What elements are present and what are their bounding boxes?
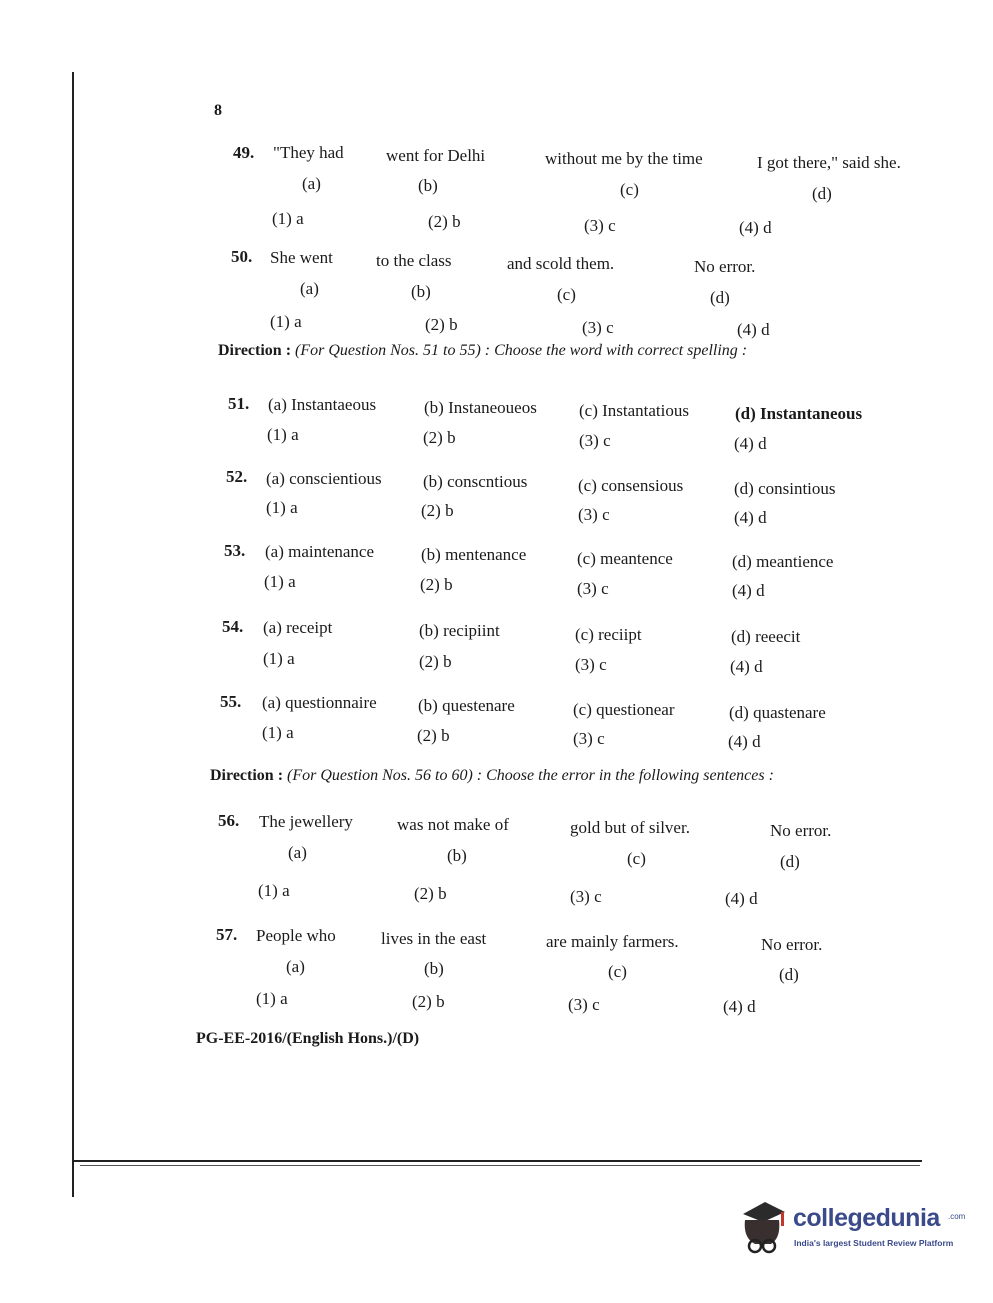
label-c: (c) (608, 962, 627, 981)
segment-a: She went (270, 248, 333, 267)
choice-d: (d) meantience (732, 552, 834, 571)
option-2: (2) b (420, 575, 453, 594)
option-2: (2) b (419, 652, 452, 671)
option-2: (2) b (412, 992, 445, 1011)
question-number: 56. (218, 811, 240, 830)
option-3: (3) c (582, 318, 614, 337)
option-2: (2) b (423, 428, 456, 447)
question-number: 54. (222, 617, 244, 636)
segment-a: "They had (273, 143, 344, 162)
direction-label: Direction : (210, 767, 284, 784)
segment-b: lives in the east (381, 929, 487, 948)
choice-b: (b) conscntious (423, 472, 528, 491)
logo-domain: .com (948, 1212, 966, 1221)
direction-label: Direction : (218, 342, 292, 359)
option-3: (3) c (575, 655, 607, 674)
segment-d: No error. (761, 935, 823, 954)
label-c: (c) (557, 285, 576, 304)
option-4: (4) d (734, 434, 767, 453)
option-2: (2) b (428, 212, 461, 231)
label-a: (a) (300, 279, 319, 298)
option-1: (1) a (266, 498, 298, 517)
segment-d: I got there," said she. (757, 153, 901, 172)
option-3: (3) c (570, 887, 602, 906)
segment-b: was not make of (397, 815, 509, 834)
option-3: (3) c (578, 505, 610, 524)
question-number: 57. (216, 925, 238, 944)
choice-d: (d) Instantaneous (735, 404, 863, 423)
option-1: (1) a (264, 572, 296, 591)
segment-a: The jewellery (259, 812, 353, 831)
choice-c: (c) reciipt (575, 625, 642, 644)
option-4: (4) d (728, 732, 761, 751)
option-1: (1) a (262, 723, 294, 742)
option-2: (2) b (425, 315, 458, 334)
segment-b: to the class (376, 251, 452, 270)
label-c: (c) (627, 849, 646, 868)
option-3: (3) c (573, 729, 605, 748)
question-number: 51. (228, 394, 250, 413)
label-d: (d) (779, 965, 799, 984)
direction-spelling (218, 342, 747, 360)
label-b: (b) (418, 176, 438, 195)
footer-exam-code: PG-EE-2016/(English Hons.)/(D) (196, 1030, 420, 1047)
direction-error (210, 767, 774, 785)
label-b: (b) (447, 846, 467, 865)
choice-c: (c) meantence (577, 549, 673, 568)
question-number: 53. (224, 541, 246, 560)
choice-b: (b) questenare (418, 696, 515, 715)
segment-c: gold but of silver. (570, 818, 690, 837)
question-number: 55. (220, 692, 242, 711)
label-d: (d) (812, 184, 832, 203)
option-1: (1) a (258, 881, 290, 900)
choice-b: (b) recipiint (419, 621, 500, 640)
option-4: (4) d (739, 218, 772, 237)
option-2: (2) b (414, 884, 447, 903)
label-b: (b) (424, 959, 444, 978)
logo-wordmark: collegedunia (793, 1204, 940, 1232)
option-3: (3) c (579, 431, 611, 450)
option-3: (3) c (584, 216, 616, 235)
choice-d: (d) consintious (734, 479, 836, 498)
option-1: (1) a (256, 989, 288, 1008)
option-1: (1) a (263, 649, 295, 668)
choice-c: (c) Instantatious (579, 401, 689, 420)
option-4: (4) d (737, 320, 770, 339)
choice-b: (b) mentenance (421, 545, 527, 564)
label-a: (a) (286, 957, 305, 976)
choice-a: (a) conscientious (266, 469, 382, 488)
option-2: (2) b (421, 501, 454, 520)
option-2: (2) b (417, 726, 450, 745)
segment-c: without me by the time (545, 149, 703, 168)
choice-c: (c) questionear (573, 700, 675, 719)
segment-a: People who (256, 926, 336, 945)
option-4: (4) d (725, 889, 758, 908)
label-a: (a) (302, 174, 321, 193)
label-d: (d) (780, 852, 800, 871)
choice-c: (c) consensious (578, 476, 684, 495)
segment-b: went for Delhi (386, 146, 486, 165)
option-1: (1) a (272, 209, 304, 228)
option-4: (4) d (732, 581, 765, 600)
option-4: (4) d (734, 508, 767, 527)
left-margin-line (72, 72, 74, 1197)
option-3: (3) c (568, 995, 600, 1014)
student-mascot-icon (735, 1198, 791, 1258)
question-number: 50. (231, 247, 253, 266)
segment-c: and scold them. (507, 254, 615, 273)
option-4: (4) d (723, 997, 756, 1016)
segment-d: No error. (694, 257, 756, 276)
logo-tagline: India's largest Student Review Platform (794, 1238, 954, 1248)
direction-text: (For Question Nos. 56 to 60) : Choose the error in the following sentences : (287, 767, 774, 784)
choice-d: (d) quastenare (729, 703, 826, 722)
segment-d: No error. (770, 821, 832, 840)
question-number: 52. (226, 467, 248, 486)
direction-text: (For Question Nos. 51 to 55) : Choose the word with correct spelling : (295, 342, 748, 359)
label-d: (d) (710, 288, 730, 307)
choice-d: (d) reeecit (731, 627, 801, 646)
question-number: 49. (233, 143, 255, 162)
option-3: (3) c (577, 579, 609, 598)
choice-a: (a) maintenance (265, 542, 375, 561)
label-c: (c) (620, 180, 639, 199)
page-number: 8 (214, 102, 222, 119)
option-1: (1) a (270, 312, 302, 331)
choice-b: (b) Instaneoueos (424, 398, 537, 417)
choice-a: (a) receipt (263, 618, 333, 637)
option-4: (4) d (730, 657, 763, 676)
choice-a: (a) questionnaire (262, 693, 377, 712)
collegedunia-logo (735, 1198, 966, 1258)
bottom-rule-thin (80, 1165, 920, 1166)
label-b: (b) (411, 282, 431, 301)
segment-c: are mainly farmers. (546, 932, 679, 951)
bottom-rule (72, 1160, 922, 1162)
label-a: (a) (288, 843, 307, 862)
choice-a: (a) Instantaeous (268, 395, 377, 414)
option-1: (1) a (267, 425, 299, 444)
